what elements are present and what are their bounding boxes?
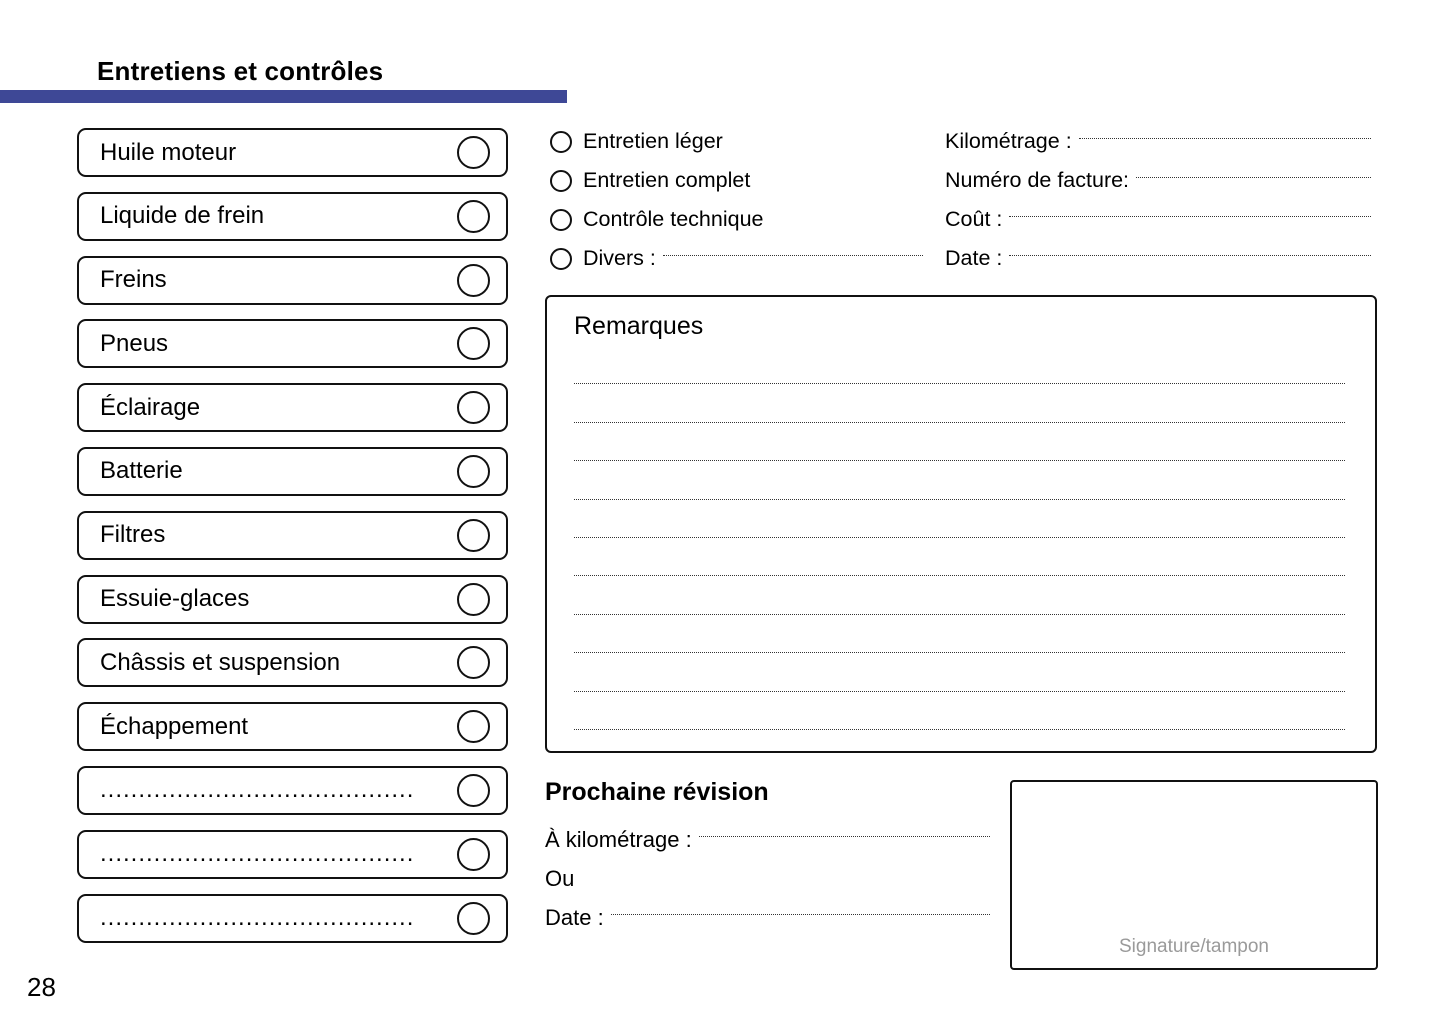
checkbox-circle[interactable]: [457, 327, 490, 360]
checkbox-circle[interactable]: [457, 646, 490, 679]
maintenance-checklist: [77, 128, 508, 957]
next-service-section: [545, 778, 992, 937]
checklist-item-label: Échappement: [100, 712, 249, 740]
signature-label: Signature/tampon: [1119, 936, 1269, 957]
checklist-item-label: Batterie: [100, 457, 183, 485]
checkbox-circle[interactable]: [457, 391, 490, 424]
remarks-fill-line: [574, 692, 1345, 730]
checklist-item-label: Huile moteur: [100, 138, 237, 166]
checklist-item-blank: [77, 894, 508, 943]
checklist-item-label: Châssis et suspension: [100, 648, 341, 676]
field-label: Date :: [945, 246, 1003, 270]
option-label: Entretien léger: [583, 129, 723, 153]
remarks-box: [545, 295, 1377, 753]
service-type-options: [550, 122, 925, 278]
checklist-item: [77, 128, 508, 177]
remarks-fill-line: [574, 653, 1345, 691]
checkbox-circle[interactable]: [457, 710, 490, 743]
remarks-title: Remarques: [574, 312, 704, 340]
signature-box: [1010, 780, 1378, 970]
checklist-item-label: Liquide de frein: [100, 202, 265, 230]
checklist-item: [77, 383, 508, 432]
title-underline-bar: [0, 90, 567, 103]
option-label: Entretien complet: [583, 168, 751, 192]
checkbox-circle[interactable]: [457, 455, 490, 488]
option-label: Divers :: [583, 246, 656, 270]
checklist-item-blank: [77, 830, 508, 879]
checklist-item: [77, 702, 508, 751]
fill-line: [1009, 216, 1371, 217]
field-date: [945, 239, 1373, 278]
checkbox-circle[interactable]: [457, 583, 490, 616]
divers-fill-line: [663, 255, 923, 256]
checkbox-circle[interactable]: [457, 902, 490, 935]
fill-line: [699, 836, 990, 837]
checkbox-circle[interactable]: [457, 838, 490, 871]
fill-line: [1009, 255, 1371, 256]
checklist-item-blank-label: .........................................: [100, 840, 415, 868]
field-numero-facture: [945, 161, 1373, 200]
remarks-fill-line: [574, 423, 1345, 461]
remarks-fill-line: [574, 384, 1345, 422]
checklist-item: [77, 256, 508, 305]
field-label: Coût :: [945, 207, 1003, 231]
remarks-fill-line: [574, 538, 1345, 576]
radio-circle[interactable]: [550, 170, 572, 192]
field-label: À kilométrage :: [545, 826, 692, 852]
service-info-fields: [945, 122, 1373, 278]
option-controle-technique: [550, 200, 925, 239]
checkbox-circle[interactable]: [457, 264, 490, 297]
radio-circle[interactable]: [550, 131, 572, 153]
checkbox-circle[interactable]: [457, 136, 490, 169]
remarks-fill-line: [574, 346, 1345, 384]
checklist-item-label: Essuie-glaces: [100, 585, 250, 613]
fill-line: [1079, 138, 1371, 139]
checklist-item-label: Éclairage: [100, 393, 201, 421]
checklist-item: [77, 319, 508, 368]
checkbox-circle[interactable]: [457, 519, 490, 552]
option-entretien-complet: [550, 161, 925, 200]
option-divers: [550, 239, 925, 278]
checklist-item-blank-label: .........................................: [100, 776, 415, 804]
checklist-item-label: Filtres: [100, 521, 166, 549]
checklist-item: [77, 511, 508, 560]
checklist-item-blank: [77, 766, 508, 815]
checklist-item: [77, 638, 508, 687]
option-label: Contrôle technique: [583, 207, 764, 231]
checklist-item-label: Freins: [100, 266, 167, 294]
field-next-date: [545, 898, 992, 937]
checklist-item: [77, 447, 508, 496]
field-label: Numéro de facture:: [945, 168, 1130, 192]
field-label: Kilométrage :: [945, 129, 1072, 153]
checkbox-circle[interactable]: [457, 200, 490, 233]
field-kilometrage: [945, 122, 1373, 161]
field-cout: [945, 200, 1373, 239]
remarks-fill-line: [574, 615, 1345, 653]
field-next-kilometrage: [545, 820, 992, 859]
remarks-fill-line: [574, 576, 1345, 614]
checklist-item: [77, 575, 508, 624]
checklist-item-label: Pneus: [100, 329, 169, 357]
field-label: Date :: [545, 904, 604, 930]
radio-circle[interactable]: [550, 248, 572, 270]
checklist-item-blank-label: .........................................: [100, 904, 415, 932]
next-service-title: Prochaine révision: [545, 778, 769, 806]
fill-line: [611, 914, 990, 915]
option-entretien-leger: [550, 122, 925, 161]
checkbox-circle[interactable]: [457, 774, 490, 807]
checklist-item: [77, 192, 508, 241]
radio-circle[interactable]: [550, 209, 572, 231]
or-label: Ou: [545, 865, 575, 891]
fill-line: [1136, 177, 1371, 178]
page-title: Entretiens et contrôles: [97, 56, 384, 86]
remarks-fill-line: [574, 500, 1345, 538]
remarks-fill-line: [574, 461, 1345, 499]
page-number: 28: [27, 972, 56, 1002]
